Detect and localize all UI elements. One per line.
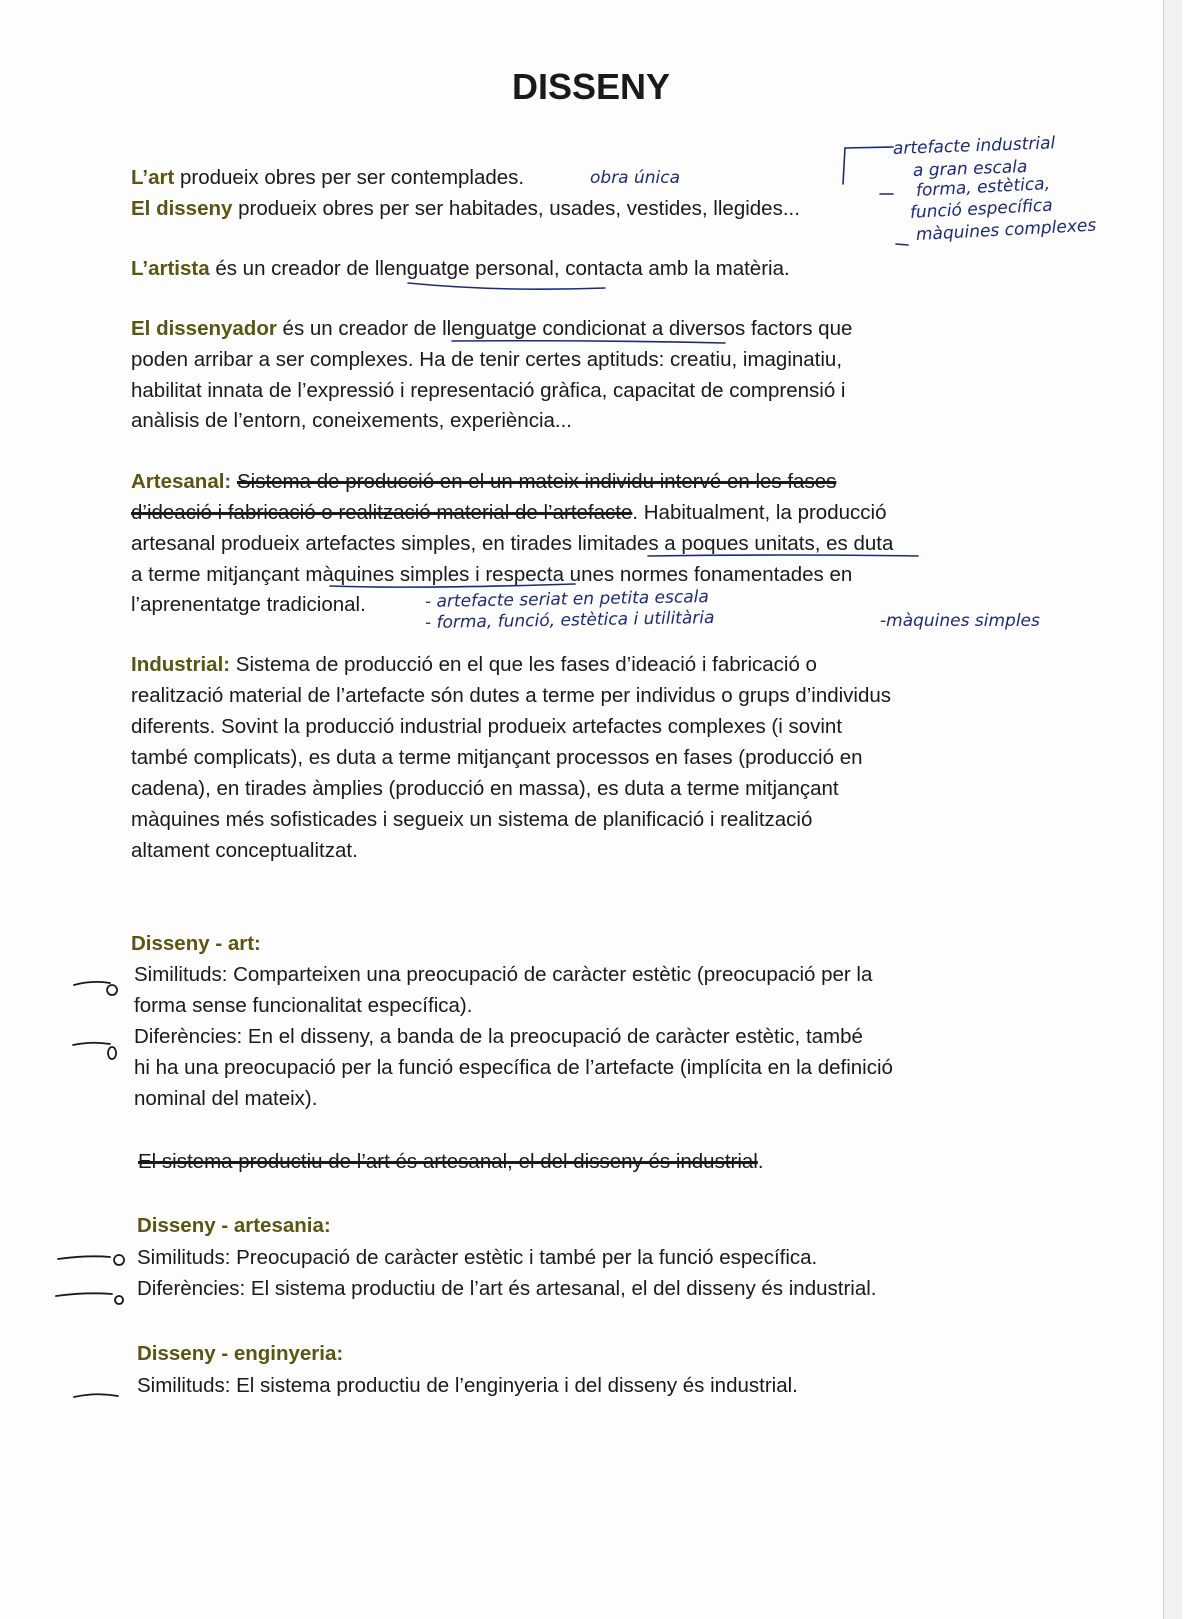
dissenyador-line-3: habilitat innata de l’expressió i representació gràfica, capacitat de comprensió i (131, 379, 846, 402)
artesanal-limitades-underline (648, 555, 918, 556)
handwritten-margin-1: artefacte industrial (892, 133, 1056, 159)
artesanal-keyword: Artesanal: (131, 470, 232, 493)
dissenyador-line-4: anàlisis de l’entorn, coneixements, experiència... (131, 409, 572, 432)
artesanal-l3-underlined: limitades a poques unitats (577, 532, 815, 555)
artesanal-l3-post: , es duta (814, 532, 894, 555)
disseny-art-dif-2: hi ha una preocupació per la funció específica de l’artefacte (implícita en la definició (134, 1056, 893, 1079)
industrial-line-7: altament conceptualitzat. (131, 839, 358, 862)
bullet-mark-4 (56, 1293, 123, 1304)
industrial-line-3: diferents. Sovint la producció industrial produeix artefactes complexes (i sovint (131, 715, 843, 738)
industrial-line-2: realització material de l’artefacte són dutes a terme per individus o grups d’individus (131, 684, 892, 707)
margin-bracket (843, 147, 893, 184)
disseny-enginyeria-heading-text: Disseny - enginyeria: (137, 1342, 344, 1365)
industrial-l1: Sistema de producció en el que les fases d’ideació i fabricació o (230, 653, 817, 676)
disseny-keyword: El disseny (131, 197, 233, 220)
disseny-art-heading-text: Disseny - art: (131, 932, 261, 955)
disseny-art-dif-1: Diferències: En el disseny, a banda de la preocupació de caràcter estètic, també (134, 1025, 863, 1048)
dissenyador-underlined: de llenguatge condicionat (413, 317, 647, 340)
bullet-mark-3 (58, 1255, 124, 1265)
industrial-line-5: cadena), en tirades àmplies (producció en massa), es duta a terme mitjançant (131, 777, 839, 800)
artista-underlined: llenguatge personal (374, 257, 554, 280)
handwritten-margin-3: forma, estètica, (915, 173, 1051, 201)
handwritten-artesanal-2: - forma, funció, estètica i utilitària (424, 607, 715, 633)
industrial-line-4: també complicats), es duta a terme mitjançant processos en fases (producció en (131, 746, 863, 769)
artesanal-l2-post: . Habitualment, la producció (632, 501, 887, 524)
industrial-keyword: Industrial: (131, 653, 231, 676)
art-keyword: L’art (131, 166, 175, 189)
bullet-mark-5 (74, 1394, 118, 1397)
disseny-artesania-dif: Diferències: El sistema productiu de l’art és artesanal, el del disseny és industrial. (137, 1277, 877, 1300)
artista-keyword: L’artista (131, 257, 210, 280)
handwritten-obra-unica: obra única (590, 168, 681, 188)
industrial-line-6: màquines més sofisticades i segueix un sistema de planificació i realització (131, 808, 813, 831)
disseny-enginyeria-sim: Similituds: El sistema productiu de l’enginyeria i del disseny és industrial. (137, 1374, 798, 1397)
artesanal-struck-2: d’ideació i fabricació o realització material de l’artefacte (131, 501, 633, 524)
document-title: DISSENY (511, 66, 671, 107)
dissenyador-line-2: poden arribar a ser complexes. Ha de tenir certes aptituds: creatiu, imaginatiu, (131, 348, 843, 371)
disseny-art-dif-3: nominal del mateix). (134, 1087, 318, 1110)
artesanal-l4-underlined: màquines simples i res (305, 563, 514, 586)
artesanal-l4-pre: a terme mitjançant (131, 563, 306, 586)
disseny-artesania-heading-text: Disseny - artesania: (137, 1214, 331, 1237)
artesanal-l3-pre: artesanal produeix artefactes simples, en tirades (131, 532, 578, 555)
artista-post: , contacta amb la matèria. (553, 257, 790, 280)
disseny-art-sim-1: Similituds: Comparteixen una preocupació de caràcter estètic (preocupació per la (134, 963, 873, 986)
artista-pre: és un creador de (209, 257, 375, 280)
handwritten-margin-4: funció específica (909, 195, 1054, 223)
dissenyador-pre: és un creador (276, 317, 414, 340)
artesanal-struck-1: Sistema de producció en el un mateix individu intervé en les fases (236, 470, 837, 493)
handwritten-margin-5: màquines complexes (915, 215, 1097, 245)
struck-sentence-post: . (757, 1150, 764, 1173)
margin-arrow-3 (896, 244, 908, 245)
dissenyador-keyword: El dissenyador (131, 317, 277, 340)
artesanal-line-5: l’aprenentatge tradicional. (131, 593, 366, 616)
dissenyador-underline (452, 341, 725, 343)
disseny-art-sim-2: forma sense funcionalitat específica). (134, 994, 473, 1017)
handwritten-margin-2: a gran escala (912, 157, 1028, 181)
struck-sentence: El sistema productiu de l’art és artesanal, el del disseny és industrial (138, 1150, 758, 1173)
art-text: produeix obres per ser contemplades. (174, 166, 525, 189)
disseny-text: produeix obres per ser habitades, usades, vestides, llegides... (232, 197, 800, 220)
bullet-mark-2 (73, 1043, 116, 1059)
dissenyador-l1-post: a diversos factors que (646, 317, 853, 340)
artesanal-l4-post: pecta unes normes fonamentades en (513, 563, 853, 586)
disseny-artesania-sim: Similituds: Preocupació de caràcter estètic i també per la funció específica. (137, 1246, 818, 1269)
handwritten-artesanal-1: - artefacte seriat en petita escala (424, 587, 709, 612)
handwritten-artesanal-3: -màquines simples (880, 611, 1040, 631)
artesanal-maquines-underline (330, 584, 575, 587)
bullet-mark-1 (74, 982, 117, 995)
artista-underline (408, 283, 605, 289)
